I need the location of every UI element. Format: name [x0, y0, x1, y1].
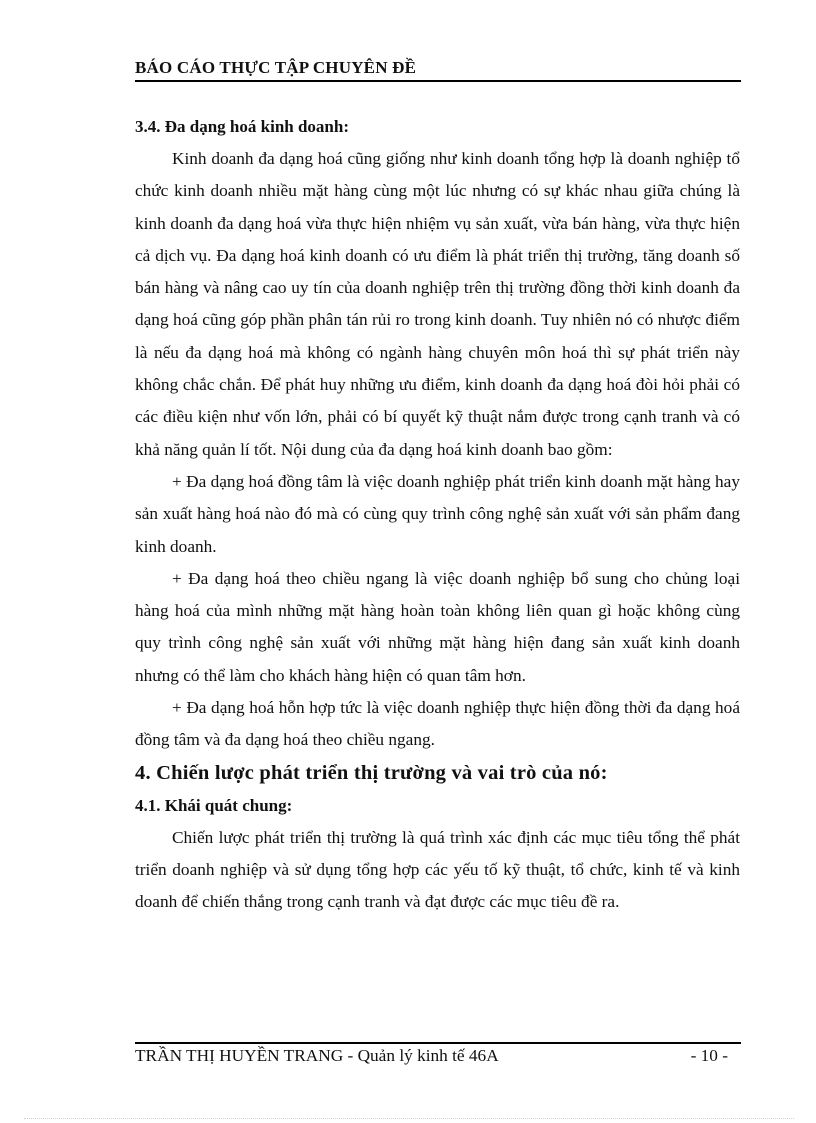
page-header-title: BÁO CÁO THỰC TẬP CHUYÊN ĐỀ — [135, 58, 417, 77]
paragraph-concentric-diversification: + Đa dạng hoá đồng tâm là việc doanh nghiệp phát triển kinh doanh mặt hàng hay sản xuất hàng hoá nào đó mà có cùng quy trình công nghệ sản xuất với sản phẩm đang kinh doanh. — [135, 471, 740, 556]
footer-divider — [135, 1042, 741, 1044]
header-divider — [135, 80, 741, 82]
page-number: - 10 - — [690, 1046, 728, 1065]
paragraph-mixed-diversification: + Đa dạng hoá hỗn hợp tức là việc doanh nghiệp thực hiện đồng thời đa dạng hoá đồng tâm và đa dạng hoá theo chiều ngang. — [135, 698, 740, 750]
paragraph-market-strategy-overview: Chiến lược phát triển thị trường là quá trình xác định các mục tiêu tổng thể phát triển doanh nghiệp và sử dụng tổng hợp các yếu tố kỹ thuật, tổ chức, kinh tế và kinh doanh để chiến thắng trong cạnh tranh và đạt được các mục tiêu đề ra. — [135, 827, 740, 912]
page-body — [135, 111, 740, 919]
paragraph-horizontal-diversification: + Đa dạng hoá theo chiều ngang là việc doanh nghiệp bổ sung cho chủng loại hàng hoá của mình những mặt hàng hoàn toàn không liên quan gì hoặc không cùng quy trình công nghệ sản xuất với những mặt hàng hiện đang sản xuất kinh doanh nhưng có thể làm cho khách hàng hiện có quan tâm hơn. — [135, 568, 740, 685]
paragraph-diversification-intro: Kinh doanh đa dạng hoá cũng giống như kinh doanh tổng hợp là doanh nghiệp tổ chức kinh doanh nhiều mặt hàng cùng một lúc nhưng có sự khác nhau giữa chúng là kinh doanh đa dạng hoá vừa thực hiện nhiệm vụ sản xuất, vừa bán hàng, vừa thực hiện cả dịch vụ. Đa dạng hoá kinh doanh có ưu điểm là phát triển thị trường, tăng doanh số bán hàng và nâng cao uy tín của doanh nghiệp trên thị trường đồng thời kinh doanh đa dạng hoá cũng góp phần phân tán rủi ro trong kinh doanh. Tuy nhiên nó có nhược điểm là nếu đa dạng hoá mà không có ngành hàng chuyên môn hoá thì sự phát triển này không chắc chắn. Để phát huy những ưu điểm, kinh doanh đa dạng hoá đòi hỏi phải có các điều kiện như vốn lớn, phải có bí quyết kỹ thuật nắm được trong cạnh tranh và có khả năng quản lí tốt. Nội dung của đa dạng hoá kinh doanh bao gồm: — [135, 149, 740, 459]
page-footer — [135, 1046, 740, 1066]
section-heading-3-4: 3.4. Đa dạng hoá kinh doanh: — [135, 117, 350, 136]
page-bottom-border — [24, 1118, 794, 1119]
footer-author: TRẦN THỊ HUYỀN TRANG - Quản lý kinh tế 46A — [135, 1046, 499, 1065]
section-heading-4: 4. Chiến lược phát triển thị trường và vai trò của nó: — [135, 761, 608, 784]
section-heading-4-1: 4.1. Khái quát chung: — [135, 795, 293, 815]
